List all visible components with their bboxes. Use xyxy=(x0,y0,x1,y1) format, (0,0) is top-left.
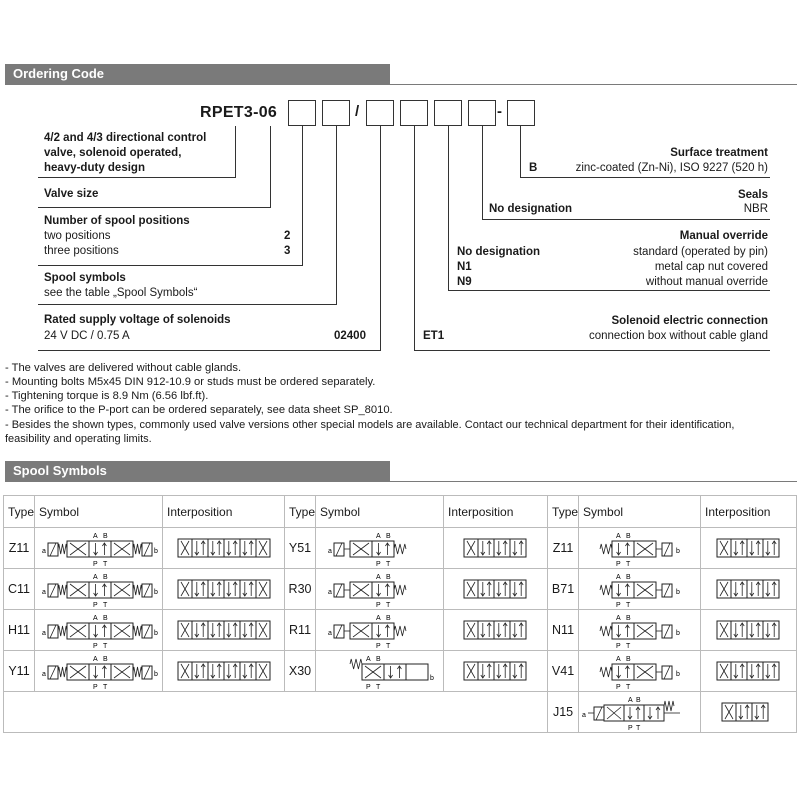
interposition-symbol xyxy=(714,535,784,561)
code-box-seals xyxy=(468,100,496,126)
symbol-cell xyxy=(35,528,163,569)
svg-text:T: T xyxy=(625,684,630,691)
type-cell: V41 xyxy=(548,651,579,692)
svg-text:A: A xyxy=(375,574,381,581)
surface-title: Surface treatment xyxy=(670,147,768,159)
symbol-cell xyxy=(316,651,444,692)
interposition-symbol xyxy=(461,617,531,643)
spool-positions-title: Number of spool positions xyxy=(44,215,190,227)
connection-title: Solenoid electric connection xyxy=(611,315,768,327)
valve-description-line2: valve, solenoid operated, xyxy=(44,147,182,159)
note-mounting-bolts: - Mounting bolts M5x45 DIN 912-10.9 or studs must be ordered separately. xyxy=(5,376,376,388)
svg-text:A: A xyxy=(92,656,98,663)
spool-symbol-x30 xyxy=(320,651,440,691)
override-desc-1: metal cap nut covered xyxy=(654,261,768,273)
svg-text:A: A xyxy=(375,533,381,540)
svg-text:P: P xyxy=(615,602,621,609)
interposition-cell xyxy=(701,528,797,569)
symbol-cell xyxy=(35,610,163,651)
svg-text:a: a xyxy=(327,548,332,555)
svg-text:P: P xyxy=(627,725,633,732)
type-cell: R11 xyxy=(285,610,316,651)
svg-text:B: B xyxy=(625,574,631,581)
svg-text:B: B xyxy=(102,656,108,663)
interposition-symbol xyxy=(174,576,274,602)
svg-text:B: B xyxy=(625,656,631,663)
svg-text:A: A xyxy=(92,574,98,581)
svg-text:P: P xyxy=(615,684,621,691)
interposition-cell xyxy=(444,651,548,692)
svg-text:T: T xyxy=(385,643,390,650)
code-box-override xyxy=(434,100,462,126)
col-header-interposition: Interposition xyxy=(163,496,285,528)
svg-text:T: T xyxy=(385,561,390,568)
svg-text:b: b xyxy=(675,671,680,678)
symbol-cell xyxy=(316,569,444,610)
note-cable-glands: - The valves are delivered without cable glands. xyxy=(5,362,242,374)
override-desc-0: standard (operated by pin) xyxy=(633,246,768,258)
interposition-cell xyxy=(701,610,797,651)
code-box-spool-symbol xyxy=(322,100,350,126)
valve-description-line1: 4/2 and 4/3 directional control xyxy=(44,132,207,144)
interposition-symbol xyxy=(714,576,784,602)
interposition-symbol xyxy=(714,658,784,684)
spool-symbol-v41 xyxy=(580,651,700,691)
svg-text:B: B xyxy=(385,533,391,540)
voltage-code: 02400 xyxy=(334,330,366,342)
override-code-0: No designation xyxy=(457,246,541,258)
code-box-connection xyxy=(400,100,428,126)
svg-text:B: B xyxy=(102,574,108,581)
svg-text:T: T xyxy=(625,602,630,609)
interposition-cell xyxy=(444,610,548,651)
table-row xyxy=(4,528,797,569)
svg-text:A: A xyxy=(627,697,633,704)
symbol-cell xyxy=(579,651,701,692)
table-row xyxy=(4,651,797,692)
svg-text:b: b xyxy=(153,671,158,678)
svg-text:a: a xyxy=(41,630,46,637)
col-header-symbol: Symbol xyxy=(316,496,444,528)
col-header-interposition: Interposition xyxy=(701,496,797,528)
svg-text:B: B xyxy=(385,615,391,622)
code-prefix: RPET3-06 xyxy=(200,104,278,121)
svg-text:P: P xyxy=(615,561,621,568)
symbol-cell xyxy=(316,610,444,651)
symbol-cell xyxy=(579,528,701,569)
interposition-cell xyxy=(444,528,548,569)
interposition-symbol xyxy=(714,617,784,643)
type-cell: J15 xyxy=(548,692,579,733)
ordering-code-header: Ordering Code xyxy=(5,64,390,84)
svg-text:b: b xyxy=(153,589,158,596)
spool-symbol-r11 xyxy=(320,610,440,650)
svg-text:B: B xyxy=(102,615,108,622)
svg-text:T: T xyxy=(625,643,630,650)
svg-text:A: A xyxy=(365,656,371,663)
type-cell: N11 xyxy=(548,610,579,651)
interposition-cell xyxy=(163,528,285,569)
svg-text:b: b xyxy=(153,548,158,555)
svg-text:B: B xyxy=(102,533,108,540)
svg-text:P: P xyxy=(92,643,98,650)
col-header-type: Type xyxy=(548,496,579,528)
type-cell: X30 xyxy=(285,651,316,692)
svg-text:B: B xyxy=(375,656,381,663)
svg-text:T: T xyxy=(102,684,107,691)
override-title: Manual override xyxy=(679,230,768,242)
interposition-cell xyxy=(163,651,285,692)
svg-text:b: b xyxy=(675,630,680,637)
voltage-title: Rated supply voltage of solenoids xyxy=(44,314,231,326)
surface-desc: zinc-coated (Zn-Ni), ISO 9227 (520 h) xyxy=(575,162,768,174)
spool-symbol-z11-3pos xyxy=(39,528,159,568)
svg-text:A: A xyxy=(615,615,621,622)
table-row xyxy=(4,692,797,733)
type-cell: C11 xyxy=(4,569,35,610)
svg-text:P: P xyxy=(375,643,381,650)
table-row xyxy=(4,569,797,610)
note-torque: - Tightening torque is 8.9 Nm (6.56 lbf.ft). xyxy=(5,390,209,402)
spool-symbol-z11-2pos xyxy=(580,528,700,568)
svg-text:B: B xyxy=(635,697,641,704)
svg-text:P: P xyxy=(375,561,381,568)
spool-symbol-h11 xyxy=(39,610,159,650)
type-cell: R30 xyxy=(285,569,316,610)
interposition-symbol xyxy=(174,658,274,684)
spool-symbol-c11 xyxy=(39,569,159,609)
note-special-models-cont: feasibility and operating limits. xyxy=(5,433,152,445)
svg-text:a: a xyxy=(327,630,332,637)
spool-symbols-table xyxy=(3,495,797,733)
svg-text:B: B xyxy=(625,615,631,622)
svg-text:T: T xyxy=(102,643,107,650)
svg-text:a: a xyxy=(41,671,46,678)
spool-symbols-title: Spool symbols xyxy=(44,272,126,284)
svg-text:b: b xyxy=(429,675,434,682)
svg-text:P: P xyxy=(92,602,98,609)
interposition-cell xyxy=(701,692,797,733)
col-header-type: Type xyxy=(4,496,35,528)
spool-positions-two: two positions xyxy=(44,230,111,242)
spool-symbols-header: Spool Symbols xyxy=(5,461,390,481)
interposition-cell xyxy=(444,569,548,610)
svg-text:a: a xyxy=(41,589,46,596)
spool-symbol-y51-2pos xyxy=(320,528,440,568)
note-special-models: - Besides the shown types, commonly used valve versions other special models are available. Contact our technical department for their identification, xyxy=(5,419,735,431)
spool-positions-three: three positions xyxy=(44,245,119,257)
svg-text:A: A xyxy=(615,574,621,581)
svg-text:a: a xyxy=(41,548,46,555)
code-box-spool-positions xyxy=(288,100,316,126)
spool-symbol-r30 xyxy=(320,569,440,609)
spool-symbols-desc: see the table „Spool Symbols“ xyxy=(44,287,198,299)
svg-text:T: T xyxy=(102,602,107,609)
svg-text:B: B xyxy=(385,574,391,581)
code-dash: - xyxy=(497,103,502,120)
svg-text:A: A xyxy=(615,533,621,540)
col-header-symbol: Symbol xyxy=(35,496,163,528)
valve-description-line3: heavy-duty design xyxy=(44,162,145,174)
table-header-row xyxy=(4,496,797,528)
override-code-2: N9 xyxy=(457,276,472,288)
interposition-symbol xyxy=(719,699,779,725)
empty-cell xyxy=(4,692,548,733)
svg-text:B: B xyxy=(625,533,631,540)
override-desc-2: without manual override xyxy=(645,276,768,288)
svg-text:T: T xyxy=(625,561,630,568)
seals-code: No designation xyxy=(489,203,573,215)
svg-text:T: T xyxy=(102,561,107,568)
symbol-cell xyxy=(579,569,701,610)
svg-text:T: T xyxy=(375,684,380,691)
type-cell: Y11 xyxy=(4,651,35,692)
col-header-symbol: Symbol xyxy=(579,496,701,528)
spool-symbol-b71 xyxy=(580,569,700,609)
interposition-cell xyxy=(701,651,797,692)
ordering-code-rule xyxy=(5,84,797,85)
svg-text:A: A xyxy=(92,533,98,540)
svg-text:b: b xyxy=(153,630,158,637)
type-cell: Y51 xyxy=(285,528,316,569)
interposition-cell xyxy=(701,569,797,610)
svg-text:b: b xyxy=(675,589,680,596)
type-cell: Z11 xyxy=(548,528,579,569)
svg-text:T: T xyxy=(385,602,390,609)
svg-text:b: b xyxy=(675,548,680,555)
symbol-cell xyxy=(316,528,444,569)
svg-text:P: P xyxy=(615,643,621,650)
spool-positions-three-code: 3 xyxy=(284,245,291,257)
spool-positions-two-code: 2 xyxy=(284,230,291,242)
type-cell: B71 xyxy=(548,569,579,610)
spool-symbol-n11 xyxy=(580,610,700,650)
col-header-interposition: Interposition xyxy=(444,496,548,528)
connection-desc: connection box without cable gland xyxy=(588,330,768,342)
symbol-cell xyxy=(579,610,701,651)
surface-code: B xyxy=(529,162,538,174)
spool-symbol-j15 xyxy=(580,692,700,732)
svg-text:P: P xyxy=(365,684,371,691)
code-box-voltage xyxy=(366,100,394,126)
interposition-symbol xyxy=(174,535,274,561)
valve-size-title: Valve size xyxy=(44,188,99,200)
override-code-1: N1 xyxy=(457,261,472,273)
interposition-cell xyxy=(163,569,285,610)
seals-desc: NBR xyxy=(743,203,768,215)
svg-text:A: A xyxy=(375,615,381,622)
svg-text:P: P xyxy=(92,561,98,568)
interposition-symbol xyxy=(461,535,531,561)
svg-text:A: A xyxy=(615,656,621,663)
interposition-symbol xyxy=(461,658,531,684)
type-cell: H11 xyxy=(4,610,35,651)
spool-symbol-y11 xyxy=(39,651,159,691)
svg-text:P: P xyxy=(375,602,381,609)
symbol-cell xyxy=(35,569,163,610)
table-row xyxy=(4,610,797,651)
svg-text:A: A xyxy=(92,615,98,622)
type-cell: Z11 xyxy=(4,528,35,569)
code-slash: / xyxy=(355,103,360,120)
interposition-symbol xyxy=(461,576,531,602)
seals-title: Seals xyxy=(737,189,768,201)
col-header-type: Type xyxy=(285,496,316,528)
svg-text:P: P xyxy=(92,684,98,691)
svg-text:T: T xyxy=(635,725,640,732)
voltage-desc: 24 V DC / 0.75 A xyxy=(44,330,130,342)
svg-text:a: a xyxy=(327,589,332,596)
symbol-cell xyxy=(579,692,701,733)
connection-code: ET1 xyxy=(423,330,445,342)
note-orifice: - The orifice to the P-port can be ordered separately, see data sheet SP_8010. xyxy=(5,404,393,416)
spool-symbols-rule xyxy=(5,481,797,482)
symbol-cell xyxy=(35,651,163,692)
svg-text:a: a xyxy=(581,712,586,719)
interposition-cell xyxy=(163,610,285,651)
code-box-surface xyxy=(507,100,535,126)
interposition-symbol xyxy=(174,617,274,643)
